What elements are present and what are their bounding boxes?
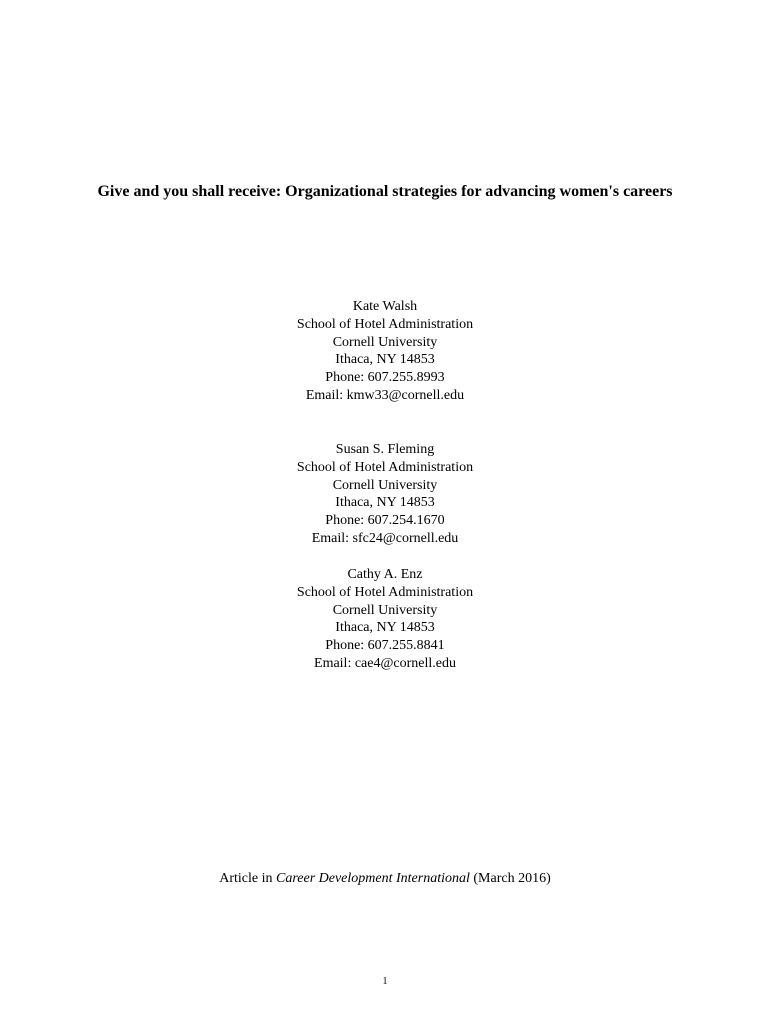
author-block-1 [0,298,770,405]
author-location: Ithaca, NY 14853 [335,495,435,511]
author-phone: Phone: 607.254.1670 [325,513,445,529]
author-name: Cathy A. Enz [347,567,423,582]
author-location: Ithaca, NY 14853 [335,352,435,368]
author-location: Ithaca, NY 14853 [335,620,435,636]
author-university: Cornell University [332,602,438,618]
author-school: School of Hotel Administration [296,316,474,332]
author-school: School of Hotel Administration [296,459,474,475]
author-university: Cornell University [332,477,438,493]
author-email: Email: sfc24@cornell.edu [311,530,459,546]
publication-note [0,870,770,888]
author-email: Email: cae4@cornell.edu [314,655,456,671]
publication-suffix: (March 2016) [469,871,551,886]
page-number: 1 [382,976,388,987]
author-name: Kate Walsh [352,299,418,314]
publication-prefix: Article in [219,871,276,886]
paper-title: Give and you shall receive: Organizational strategies for advancing women's careers [97,183,673,200]
author-phone: Phone: 607.255.8993 [325,370,445,386]
author-name: Susan S. Fleming [335,442,435,457]
author-school: School of Hotel Administration [296,584,474,600]
journal-name: Career Development International [276,871,470,886]
author-block-3 [0,566,770,673]
author-block-2 [0,441,770,548]
author-email: Email: kmw33@cornell.edu [305,387,465,403]
author-phone: Phone: 607.255.8841 [325,638,445,654]
author-university: Cornell University [332,334,438,350]
